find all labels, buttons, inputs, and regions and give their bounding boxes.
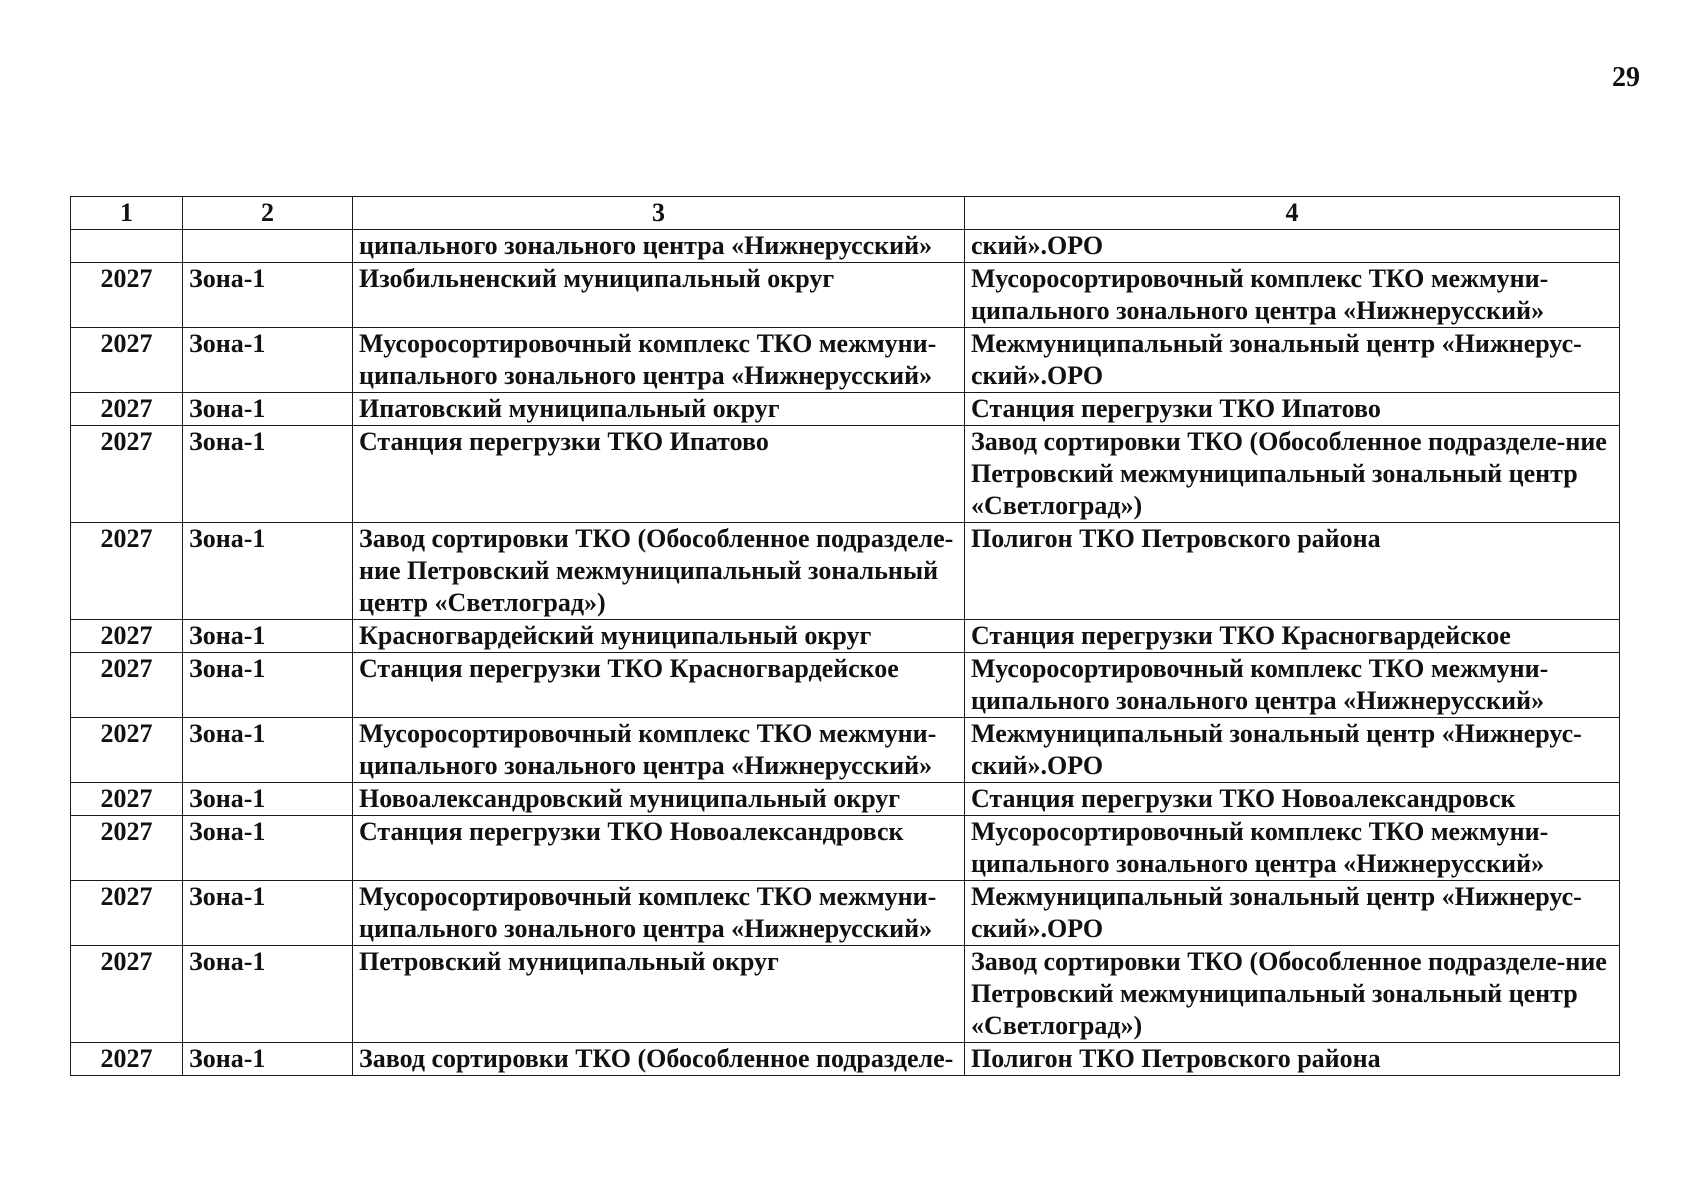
zone-cell: Зона-1 (183, 881, 353, 946)
table-row (71, 718, 1620, 783)
zone-cell: Зона-1 (183, 718, 353, 783)
source-cell: Мусоросортировочный комплекс ТКО межмуни-ципального зонального центра «Нижнерусский» (353, 718, 965, 783)
zone-cell: Зона-1 (183, 816, 353, 881)
year-cell: 2027 (71, 1043, 183, 1076)
table-row (71, 263, 1620, 328)
zone-cell: Зона-1 (183, 783, 353, 816)
destination-cell: ский».ОРО (965, 230, 1620, 263)
destination-cell: Мусоросортировочный комплекс ТКО межмуни-ципального зонального центра «Нижнерусский» (965, 263, 1620, 328)
destination-cell: Полигон ТКО Петровского района (965, 523, 1620, 620)
table-row (71, 946, 1620, 1043)
zone-cell: Зона-1 (183, 393, 353, 426)
destination-cell: Станция перегрузки ТКО Ипатово (965, 393, 1620, 426)
year-cell: 2027 (71, 393, 183, 426)
table-row (71, 328, 1620, 393)
destination-cell: Завод сортировки ТКО (Обособленное подразделе-ние Петровский межмуниципальный зональный центр «Светлоград») (965, 946, 1620, 1043)
year-cell: 2027 (71, 523, 183, 620)
table-row (71, 426, 1620, 523)
table-row (71, 1043, 1620, 1076)
source-cell: Мусоросортировочный комплекс ТКО межмуни-ципального зонального центра «Нижнерусский» (353, 328, 965, 393)
destination-cell: Мусоросортировочный комплекс ТКО межмуни-ципального зонального центра «Нижнерусский» (965, 653, 1620, 718)
page-number: 29 (1612, 62, 1640, 93)
destination-cell: Межмуниципальный зональный центр «Нижнерус-ский».ОРО (965, 881, 1620, 946)
year-cell: 2027 (71, 946, 183, 1043)
source-cell: Ипатовский муниципальный округ (353, 393, 965, 426)
source-cell: Петровский муниципальный округ (353, 946, 965, 1043)
destination-cell: Станция перегрузки ТКО Красногвардейское (965, 620, 1620, 653)
column-header: 3 (353, 197, 965, 230)
destination-cell: Межмуниципальный зональный центр «Нижнерус-ский».ОРО (965, 328, 1620, 393)
zone-cell: Зона-1 (183, 1043, 353, 1076)
table-row (71, 393, 1620, 426)
source-cell: Станция перегрузки ТКО Красногвардейское (353, 653, 965, 718)
table-row (71, 783, 1620, 816)
zone-cell: Зона-1 (183, 620, 353, 653)
source-cell: Завод сортировки ТКО (Обособленное подразделе- (353, 1043, 965, 1076)
destination-cell: Межмуниципальный зональный центр «Нижнерус-ский».ОРО (965, 718, 1620, 783)
destination-cell: Завод сортировки ТКО (Обособленное подразделе-ние Петровский межмуниципальный зональный центр «Светлоград») (965, 426, 1620, 523)
source-cell: Завод сортировки ТКО (Обособленное подразделе-ние Петровский межмуниципальный зональный центр «Светлоград») (353, 523, 965, 620)
table-header-row (71, 197, 1620, 230)
table-row (71, 620, 1620, 653)
zone-cell: Зона-1 (183, 328, 353, 393)
table-row (71, 523, 1620, 620)
source-cell: Мусоросортировочный комплекс ТКО межмуни-ципального зонального центра «Нижнерусский» (353, 881, 965, 946)
source-cell: Изобильненский муниципальный округ (353, 263, 965, 328)
destination-cell: Мусоросортировочный комплекс ТКО межмуни-ципального зонального центра «Нижнерусский» (965, 816, 1620, 881)
year-cell: 2027 (71, 881, 183, 946)
year-cell (71, 230, 183, 263)
table-body (71, 230, 1620, 1076)
zone-cell: Зона-1 (183, 426, 353, 523)
column-header: 2 (183, 197, 353, 230)
destination-cell: Полигон ТКО Петровского района (965, 1043, 1620, 1076)
year-cell: 2027 (71, 263, 183, 328)
source-cell: ципального зонального центра «Нижнерусский» (353, 230, 965, 263)
table-row (71, 881, 1620, 946)
year-cell: 2027 (71, 718, 183, 783)
zone-cell (183, 230, 353, 263)
table-row (71, 816, 1620, 881)
destination-cell: Станция перегрузки ТКО Новоалександровск (965, 783, 1620, 816)
year-cell: 2027 (71, 426, 183, 523)
source-cell: Станция перегрузки ТКО Новоалександровск (353, 816, 965, 881)
source-cell: Красногвардейский муниципальный округ (353, 620, 965, 653)
year-cell: 2027 (71, 653, 183, 718)
year-cell: 2027 (71, 783, 183, 816)
year-cell: 2027 (71, 816, 183, 881)
zone-cell: Зона-1 (183, 523, 353, 620)
table-row (71, 653, 1620, 718)
zone-cell: Зона-1 (183, 263, 353, 328)
source-cell: Станция перегрузки ТКО Ипатово (353, 426, 965, 523)
table-row (71, 230, 1620, 263)
year-cell: 2027 (71, 620, 183, 653)
zone-cell: Зона-1 (183, 946, 353, 1043)
source-cell: Новоалександровский муниципальный округ (353, 783, 965, 816)
column-header: 1 (71, 197, 183, 230)
zone-cell: Зона-1 (183, 653, 353, 718)
column-header: 4 (965, 197, 1620, 230)
data-table (70, 196, 1620, 1076)
year-cell: 2027 (71, 328, 183, 393)
